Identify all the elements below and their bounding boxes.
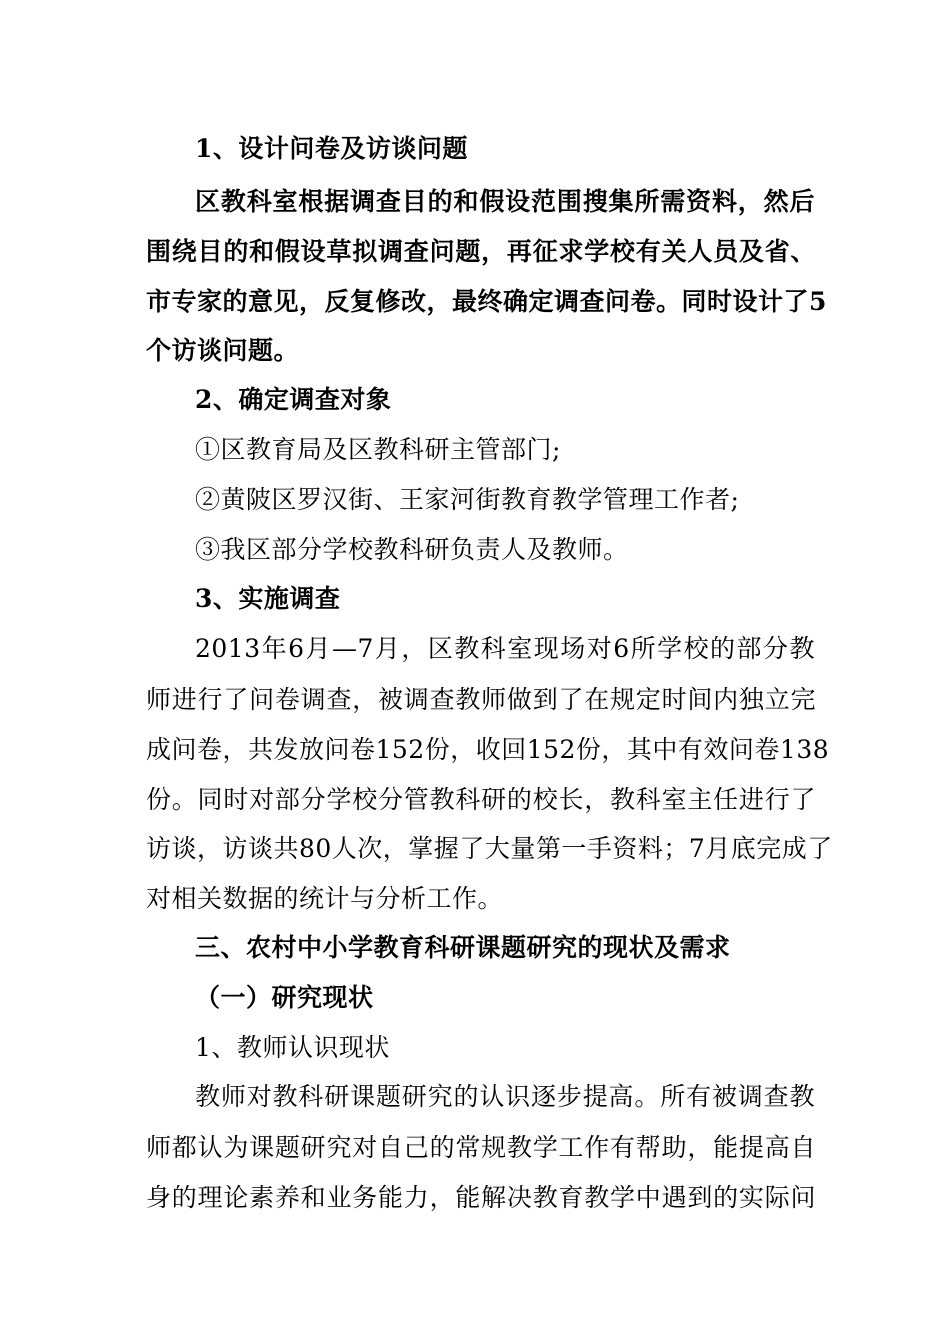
list-item: ②黄陂区罗汉街、王家河街教育教学管理工作者; [195,485,740,514]
paragraph-line: 份。同时对部分学校分管教科研的校长，教科室主任进行了 [146,785,816,814]
paragraph-line: 访谈，访谈共80人次，掌握了大量第一手资料；7月底完成了 [146,834,833,863]
paragraph-line: 师都认为课题研究对自己的常规教学工作有帮助，能提高自 [146,1133,816,1162]
paragraph-line: 围绕目的和假设草拟调查问题，再征求学校有关人员及省、 [146,237,816,266]
paragraph-line: 个访谈问题。 [146,336,300,365]
subheading-teacher-awareness: 1、教师认识现状 [195,1033,390,1062]
paragraph-line: 成问卷，共发放问卷152份，收回152份，其中有效问卷138 [146,735,830,764]
paragraph-line: 师进行了问卷调查，被调查教师做到了在规定时间内独立完 [146,685,816,714]
paragraph-line: 区教科室根据调查目的和假设范围搜集所需资料，然后 [195,187,815,216]
paragraph-line: 教师对教科研课题研究的认识逐步提高。所有被调查教 [195,1082,815,1111]
list-item: ①区教育局及区教科研主管部门; [195,435,561,464]
paragraph-line: 身的理论素养和业务能力，能解决教育教学中遇到的实际问 [146,1183,816,1212]
list-item: ③我区部分学校教科研负责人及教师。 [195,535,629,564]
heading-determine-subjects: 2、确定调查对象 [195,385,392,414]
paragraph-line: 对相关数据的统计与分析工作。 [146,884,504,913]
paragraph-line: 市专家的意见，反复修改，最终确定调查问卷。同时设计了5 [146,287,827,316]
heading-conduct-survey: 3、实施调查 [195,584,341,613]
paragraph-line: 2013年6月—7月，区教科室现场对6所学校的部分教 [195,634,815,663]
section-heading: 三、农村中小学教育科研课题研究的现状及需求 [195,933,731,962]
subsection-heading: （一）研究现状 [195,983,374,1012]
heading-design-questionnaire: 1、设计问卷及访谈问题 [195,134,468,163]
